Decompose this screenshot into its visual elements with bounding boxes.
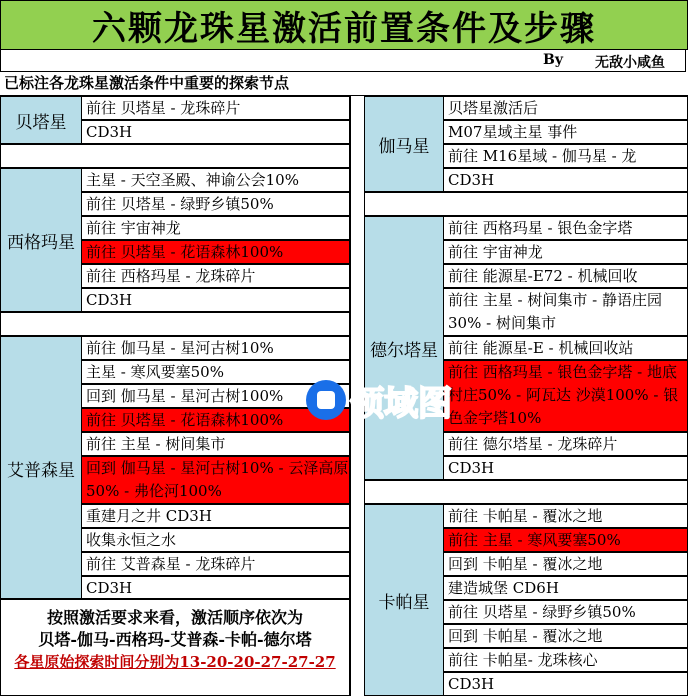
watermark-logo-icon xyxy=(306,380,346,420)
spacer xyxy=(364,480,688,504)
step-row: 前往 能源星-E72 - 机械回收 xyxy=(444,264,688,288)
step-row: 前往 伽马星 - 星河古树10% xyxy=(82,336,350,360)
group-kappa xyxy=(364,504,688,696)
step-row: 前往 能源星-E - 机械回收站 xyxy=(444,336,688,360)
step-row: 前往 德尔塔星 - 龙珠碎片 xyxy=(444,432,688,456)
byline-author: 无敌小咸鱼 xyxy=(595,55,665,71)
group-label: 德尔塔星 xyxy=(364,216,444,480)
step-row: 前往 西格玛星 - 龙珠碎片 xyxy=(82,264,350,288)
group-epsilon xyxy=(0,336,350,600)
step-row-highlight: 回到 伽马星 - 星河古树10% - 云泽高原50% - 弗伦河100% xyxy=(82,456,350,504)
step-row: 前往 西格玛星 - 银色金字塔 xyxy=(444,216,688,240)
step-row: 回到 卡帕星 - 覆冰之地 xyxy=(444,552,688,576)
summary-line-3: 各星原始探索时间分别为13-20-20-27-27-27 xyxy=(14,653,336,671)
step-row-highlight: 前往 贝塔星 - 花语森林100% xyxy=(82,408,350,432)
step-row: 回到 伽马星 - 星河古树100% xyxy=(82,384,350,408)
step-row-highlight: 前往 贝塔星 - 花语森林100% xyxy=(82,240,350,264)
step-row: 建造城堡 CD6H xyxy=(444,576,688,600)
group-label: 伽马星 xyxy=(364,96,444,192)
step-row: 前往 宇宙神龙 xyxy=(444,240,688,264)
step-row: 重建月之井 CD3H xyxy=(82,504,350,528)
step-row: 前往 贝塔星 - 绿野乡镇50% xyxy=(444,600,688,624)
step-row: 前往 艾普森星 - 龙珠碎片 xyxy=(82,552,350,576)
step-row: M07星域主星 事件 xyxy=(444,120,688,144)
step-row: 前往 贝塔星 - 龙珠碎片 xyxy=(82,96,350,120)
step-row: 收集永恒之水 xyxy=(82,528,350,552)
spacer xyxy=(0,144,350,168)
step-row: CD3H xyxy=(444,672,688,696)
group-label: 西格玛星 xyxy=(0,168,82,312)
step-row: CD3H xyxy=(82,288,350,312)
step-row: 前往 主星 - 树间集市 - 静语庄园30% - 树间集市 xyxy=(444,288,688,336)
note: 已标注各龙珠星激活条件中重要的探索节点 xyxy=(0,72,688,96)
group-beta xyxy=(0,96,350,144)
step-row: 回到 卡帕星 - 覆冰之地 xyxy=(444,624,688,648)
step-row: CD3H xyxy=(444,168,688,192)
group-label: 贝塔星 xyxy=(0,96,82,144)
summary-box xyxy=(0,598,350,696)
spacer xyxy=(364,192,688,216)
group-label: 卡帕星 xyxy=(364,504,444,696)
byline-by: By xyxy=(543,52,563,68)
group-gamma xyxy=(364,96,688,192)
step-row: 主星 - 天空圣殿、神谕公会10% xyxy=(82,168,350,192)
page-title: 六颗龙珠星激活前置条件及步骤 xyxy=(0,0,688,50)
step-row: 前往 贝塔星 - 绿野乡镇50% xyxy=(82,192,350,216)
step-row: 前往 主星 - 树间集市 xyxy=(82,432,350,456)
step-row: CD3H xyxy=(82,576,350,600)
group-sigma xyxy=(0,168,350,312)
step-row: CD3H xyxy=(82,120,350,144)
summary-line-1: 按照激活要求来看，激活顺序依次为 xyxy=(46,608,303,627)
step-row: 主星 - 寒风要塞50% xyxy=(82,360,350,384)
byline xyxy=(0,49,686,72)
step-row-highlight: 前往 主星 - 寒风要塞50% xyxy=(444,528,688,552)
group-label: 艾普森星 xyxy=(0,336,82,600)
step-row: CD3H xyxy=(444,456,688,480)
step-row-highlight: 前往 西格玛星 - 银色金字塔 - 地底村庄50% - 阿瓦达 沙漠100% - 银色金字塔10% xyxy=(444,360,688,432)
watermark-text: 领域图 xyxy=(350,383,452,424)
watermark xyxy=(306,372,506,428)
step-row: 前往 卡帕星- 龙珠核心 xyxy=(444,648,688,672)
step-row: 前往 卡帕星 - 覆冰之地 xyxy=(444,504,688,528)
summary-line-2: 贝塔-伽马-西格玛-艾普森-卡帕-德尔塔 xyxy=(38,630,312,649)
step-row: 贝塔星激活后 xyxy=(444,96,688,120)
spacer xyxy=(0,312,350,336)
step-row: 前往 宇宙神龙 xyxy=(82,216,350,240)
group-delta xyxy=(364,216,688,480)
step-row: 前往 M16星域 - 伽马星 - 龙 xyxy=(444,144,688,168)
